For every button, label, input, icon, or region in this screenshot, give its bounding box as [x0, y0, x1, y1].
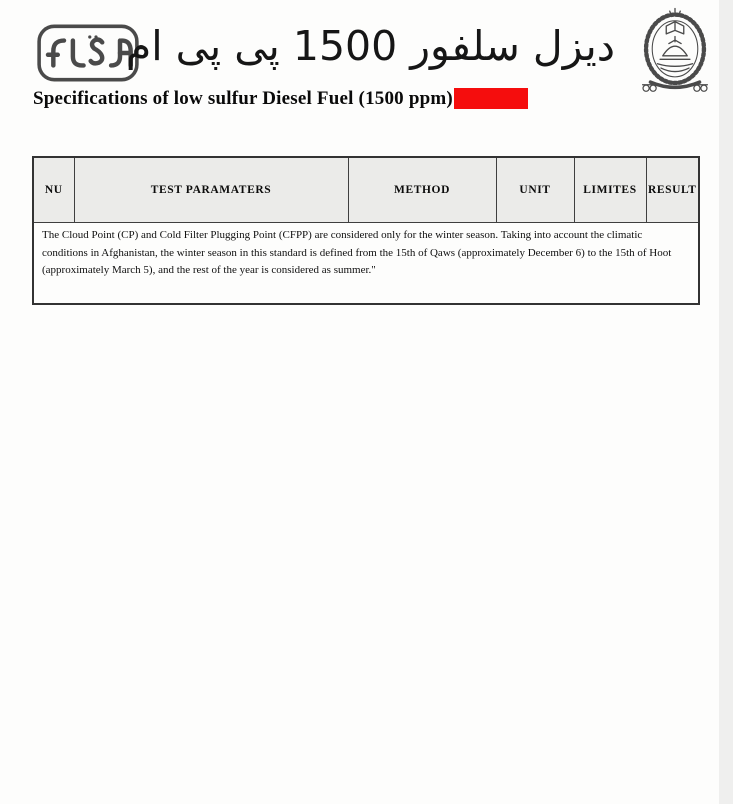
column-header-result: RESULT [646, 157, 699, 223]
afghanistan-emblem-icon [631, 5, 719, 97]
column-header-test-paramaters: TEST PARAMATERS [74, 157, 348, 223]
column-header-limites: LIMITES [574, 157, 646, 223]
arabic-headline: ديزل سلفور 1500 پی پی ام [125, 22, 615, 70]
scan-edge-artifact [719, 0, 733, 804]
document-title-text: Specifications of low sulfur Diesel Fuel (1500 ppm) [33, 88, 453, 109]
document-title [33, 88, 723, 110]
header-row [33, 157, 699, 223]
table-header-row [33, 157, 699, 223]
title-redaction-box [454, 88, 528, 109]
column-header-nu: NU [33, 157, 74, 223]
footnote-text: The Cloud Point (CP) and Cold Filter Plugging Point (CFPP) are considered only for the winter season. Taking into account the climatic conditions in Afghanistan, the winter season in this standard is defined from the 15th of Qaws (approximately December 6) to the 15th of Hoot (approximately March 5), and the rest of the year is considered as summer." [33, 223, 699, 305]
footnote-row [33, 223, 699, 305]
column-header-unit: UNIT [496, 157, 574, 223]
specifications-table [32, 156, 700, 305]
column-header-method: METHOD [348, 157, 496, 223]
table-body [33, 223, 699, 305]
